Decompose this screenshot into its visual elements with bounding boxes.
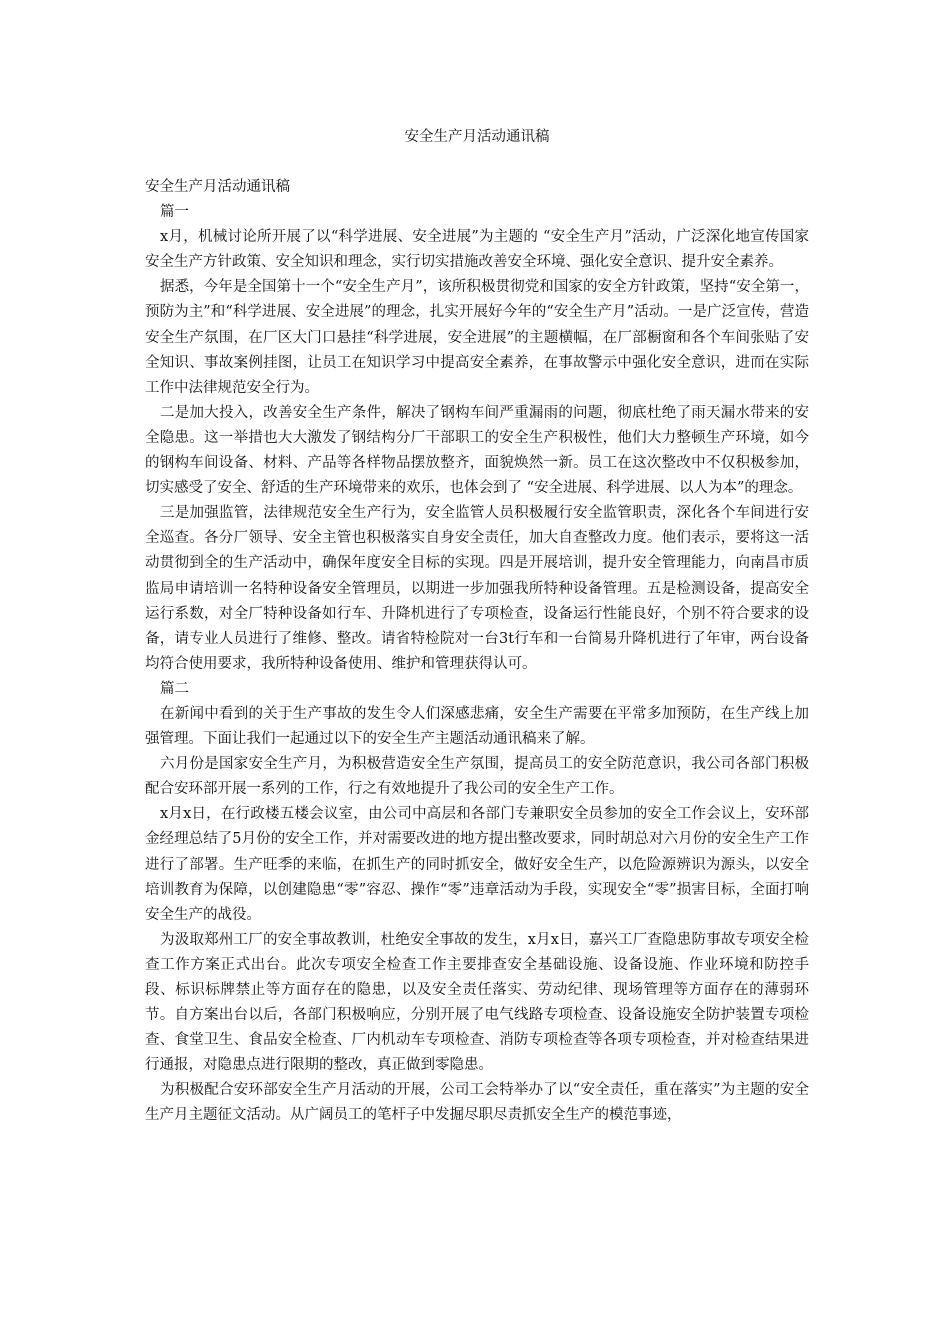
- paragraph: 在新闻中看到的关于生产事故的发生令人们深感悲痛，安全生产需要在平常多加预防，在生产线上加强管理。下面让我们一起通过以下的安全生产主题活动通讯稿来了解。: [145, 705, 809, 748]
- section-heading: 篇二: [160, 680, 189, 697]
- paragraph: 三是加强监管，法律规范安全生产行为，安全监管人员积极履行安全监管职责，深化各个车间进行安全巡查。各分厂领导、安全主管也积极落实自身安全责任，加大自查整改力度。他们表示，要将这一活动贯彻到全的生产活动中，确保年度安全目标的实现。四是开展培训，提升安全管理能力，向南昌市质监局申请培训一名特种设备安全管理员，以期进一步加强我所特种设备管理。五是检测设备，提高安全运行系数，对全厂特种设备如行车、升降机进行了专项检查，设备运行性能良好，个别不符合要求的设备，请专业人员进行了维修、整改。请省特检院对一台3t行车和一台简易升降机进行了年审，两台设备均符合使用要求，我所特种设备使用、维护和管理获得认可。: [145, 505, 809, 672]
- paragraph: x月，机械讨论所开展了以“科学进展、安全进展”为主题的 “安全生产月”活动，广泛深化地宣传国家安全生产方针政策、安全知识和理念，实行切实措施改善安全环境、强化安全意识、提升安全素养。: [145, 229, 809, 271]
- paragraph: x月x日，在行政楼五楼会议室，由公司中高层和各部门专兼职安全员参加的安全工作会议上，安环部金经理总结了5月份的安全工作，并对需要改进的地方提出整改要求，同时胡总对六月份的安全生产工作进行了部署。生产旺季的来临，在抓生产的同时抓安全，做好安全生产，以危险源辨识为源头，以安全培训教育为保障，以创建隐患“零”容忍、操作“零”违章活动为手段，实现安全“零”损害目标，全面打响安全生产的战役。: [145, 806, 809, 923]
- paragraph: 二是加大投入，改善安全生产条件，解决了钢构车间严重漏雨的问题，彻底杜绝了雨天漏水带来的安全隐患。这一举措也大大激发了钢结构分厂干部职工的安全生产积极性，他们大力整顿生产环境，如今的钢构车间设备、材料、产品等各样物品摆放整齐，面貌焕然一新。员工在这次整改中不仅积极参加，切实感受了安全、舒适的生产环境带来的欢乐，也体会到了 “安全进展、科学进展、以人为本”的理念。: [145, 404, 809, 497]
- paragraph: 为积极配合安环部安全生产月活动的开展，公司工会特举办了以“安全责任，重在落实”为主题的安全生产月主题征文活动。从广阔员工的笔杆子中发掘尽职尽责抓安全生产的模范事迹，: [145, 1082, 809, 1124]
- document-body: [145, 175, 809, 1129]
- paragraph: 据悉，今年是全国第十一个“安全生产月”，该所积极贯彻党和国家的安全方针政策，坚持“安全第一，预防为主”和“科学进展、安全进展”的理念，扎实开展好今年的“安全生产月”活动。一是广泛宣传，营造安全生产氛围，在厂区大门口悬挂“科学进展，安全进展”的主题横幅，在厂部橱窗和各个车间张贴了安全知识、事故案例挂图，让员工在知识学习中提高安全素养，在事故警示中强化安全意识，进而在实际工作中法律规范安全行为。: [145, 279, 809, 396]
- paragraph: 六月份是国家安全生产月，为积极营造安全生产氛围，提高员工的安全防范意识，我公司各部门积极配合安环部开展一系列的工作，行之有效地提升了我公司的安全生产工作。: [145, 756, 809, 798]
- document-subtitle: 安全生产月活动通讯稿: [145, 179, 290, 195]
- paragraph: 为汲取郑州工厂的安全事故教训，杜绝安全事故的发生，x月x日，嘉兴工厂查隐患防事故专项安全检查工作方案正式出台。此次专项安全检查工作主要排查安全基础设施、设备设施、作业环境和防控手段、标识标牌禁止等方面存在的隐患，以及安全责任落实、劳动纪律、现场管理等方面存在的薄弱环节。自方案出台以后，各部门积极响应，分别开展了电气线路专项检查、设备设施安全防护装置专项检查、食堂卫生、食品安全检查、厂内机动车专项检查、消防专项检查等各项专项检查，并对检查结果进行通报，对隐患点进行限期的整改，真正做到零隐患。: [145, 931, 809, 1074]
- section-heading: 篇一: [160, 204, 189, 221]
- document-title: 安全生产月活动通讯稿: [404, 129, 550, 145]
